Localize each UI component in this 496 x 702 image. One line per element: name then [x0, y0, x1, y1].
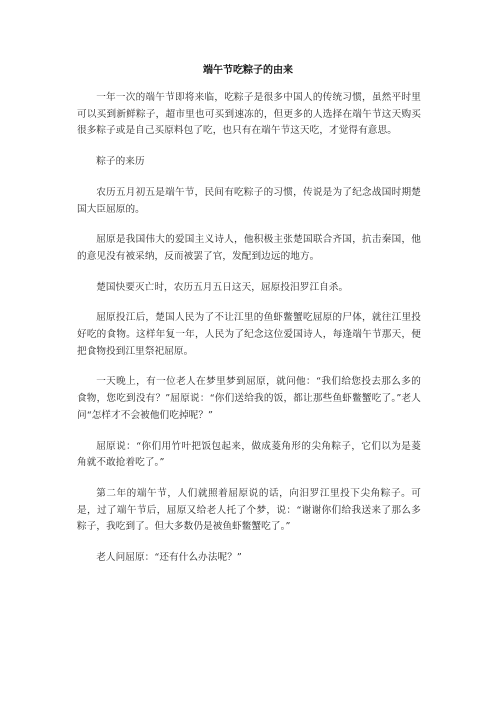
paragraph: 屈原是我国伟大的爱国主义诗人，他积极主张楚国联合齐国，抗击秦国，他的意见没有被采纳，反而被罢了官，发配到边远的地方。 — [77, 234, 421, 262]
paragraph: 一天晚上，有一位老人在梦里梦到屈原，就问他：“我们给您投去那么多的食物，您吃到没有？”屈原说：“你们送给我的饭，都让那些鱼虾鳖蟹吃了。”老人问“怎样才不会被他们吃掉呢？” — [77, 376, 421, 421]
paragraph-intro: 一年一次的端午节即将来临，吃粽子是很多中国人的传统习惯，虽然平时里可以买到新鲜粽子，超市里也可买到速冻的，但更多的人选择在端午节这天购买很多粽子或是自己买原料包了吃，也只有在端午节这天吃，才觉得有意思。 — [77, 92, 421, 137]
document-body — [77, 90, 421, 581]
paragraph: 屈原说：“你们用竹叶把饭包起来，做成菱角形的尖角粽子，它们以为是菱角就不敢抢着吃了。” — [77, 440, 421, 469]
paragraph: 第二年的端午节，人们就照着屈原说的话，向汨罗江里投下尖角粽子。可是，过了端午节后，屈原又给老人托了个梦，说：“谢谢你们给我送来了那么多粽子，我吃到了。但大多数仍是被鱼虾鳖蟹吃了。” — [77, 487, 421, 533]
paragraph: 屈原投江后，楚国人民为了不让江里的鱼虾鳖蟹吃屈原的尸体，就往江里投好吃的食物。这样年复一年，人民为了纪念这位爱国诗人，每逢端午节那天，便把食物投到江里祭祀屈原。 — [77, 312, 421, 357]
section-heading-origin: 粽子的来历 — [96, 156, 145, 168]
paragraph: 农历五月初五是端午节，民间有吃粽子的习惯，传说是为了纪念战国时期楚国大臣屈原的。 — [77, 186, 421, 215]
paragraph: 老人问屈原：“还有什么办法呢？” — [96, 552, 242, 564]
paragraph: 楚国快要灭亡时，农历五月五日这天，屈原投汨罗江自杀。 — [96, 281, 349, 293]
document-title: 端午节吃粽子的由来 — [203, 65, 293, 76]
